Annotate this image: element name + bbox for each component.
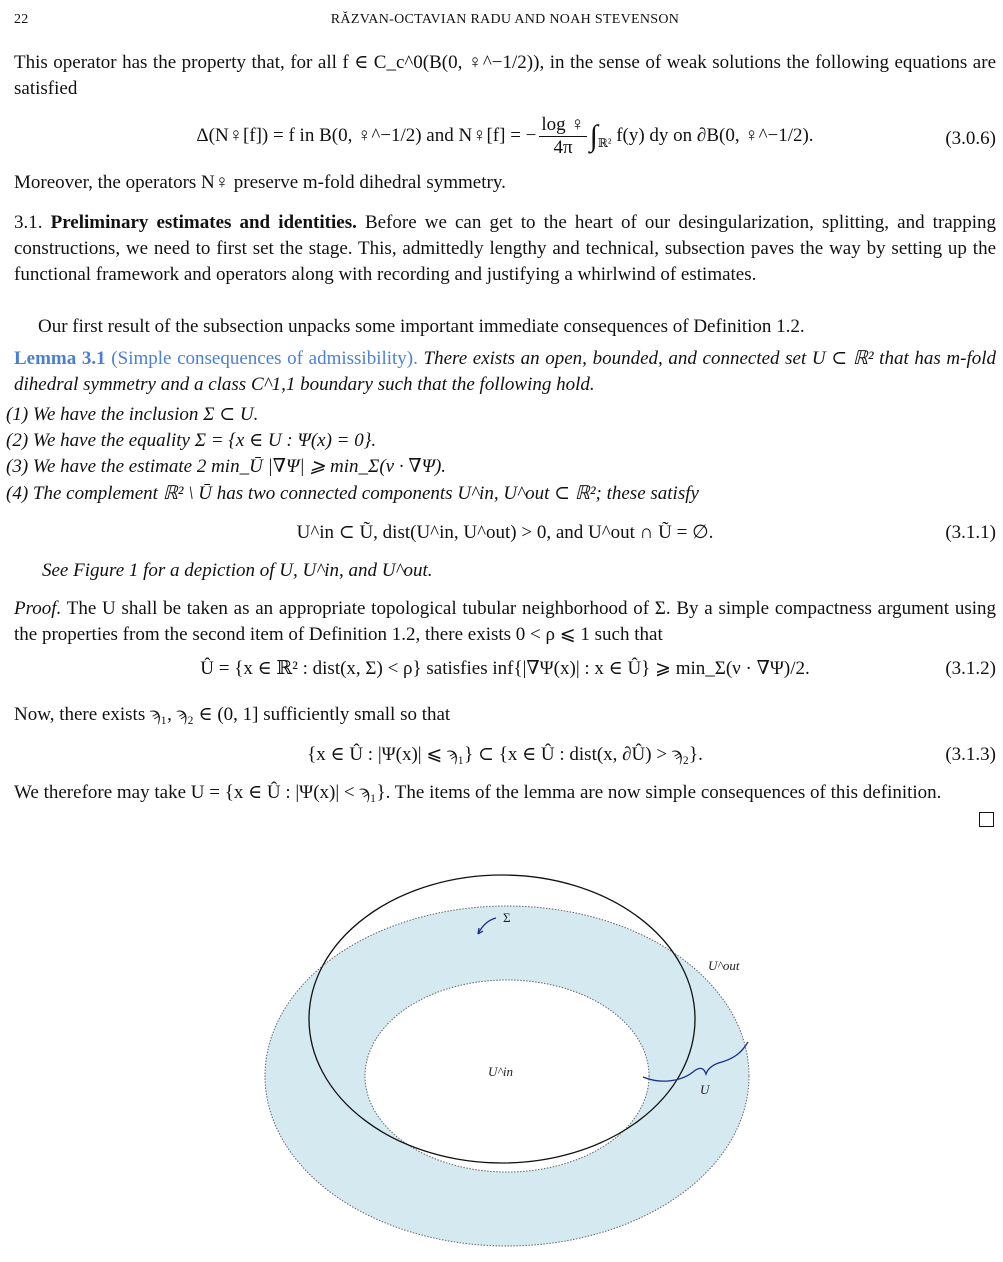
integral-sign: ∫	[589, 119, 598, 153]
proof-conclusion-text: We therefore may take U = {x ∈ Û : |Ψ(x)| < ϡ₁}. The items of the lemma are now simple consequences of this definition.	[14, 782, 942, 803]
eq311-body: U^in ⊂ Ũ, dist(U^in, U^out) > 0, and U^out ∩ Ũ = ∅.	[296, 522, 714, 543]
eq306-frac-num: log ♀	[541, 114, 585, 135]
paragraph-first-result: Our first result of the subsection unpacks some important immediate consequences of Definition 1.2.	[38, 316, 805, 337]
lemma-statement: There exists an open, bounded, and connected set U ⊂ ℝ² that has m-fold dihedral symmetry and a class C^1,1 boundary such that the following hold.	[14, 348, 997, 395]
page-number: 22	[14, 12, 29, 27]
lemma-item-2: (2) We have the equality Σ = {x ∈ U : Ψ(x) = 0}.	[6, 430, 377, 451]
eq306-frac-den: 4π	[553, 137, 573, 158]
lemma-see-figure: See Figure 1 for a depiction of U, U^in, and U^out.	[42, 560, 433, 581]
lemma-item-1: (1) We have the inclusion Σ ⊂ U.	[6, 404, 259, 425]
label-u-in: U^in	[488, 1064, 513, 1079]
label-u-out: U^out	[708, 958, 740, 973]
paragraph-now-there-exists: Now, there exists ϡ₁, ϡ₂ ∈ (0, 1] sufficiently small so that	[14, 704, 451, 725]
eq306-int-sub: ℝ²	[597, 135, 612, 150]
section-title: Preliminary estimates and identities.	[50, 212, 357, 233]
eq313-tag: (3.1.3)	[945, 744, 996, 765]
eq313-body: {x ∈ Û : |Ψ(x)| ⩽ ϡ₁} ⊂ {x ∈ Û : dist(x, ∂Û) > ϡ₂}.	[307, 744, 703, 765]
eq306-rhs: f(y) dy on ∂B(0, ♀^−1/2).	[616, 124, 814, 146]
paragraph-dihedral: Moreover, the operators N♀ preserve m-fold dihedral symmetry.	[14, 172, 506, 193]
eq306-tag: (3.0.6)	[945, 128, 996, 149]
running-title: RĂZVAN-OCTAVIAN RADU AND NOAH STEVENSON	[330, 12, 680, 27]
lemma-item-3: (3) We have the estimate 2 min_Ū |∇Ψ| ⩾ min_Σ(ν · ∇Ψ).	[6, 456, 447, 477]
lemma-item-4: (4) The complement ℝ² \ Ū has two connected components U^in, U^out ⊂ ℝ²; these satisfy	[6, 483, 699, 504]
proof-text: The U shall be taken as an appropriate topological tubular neighborhood of Σ. By a simple compactness argument using the properties from the second item of Definition 1.2, there exists 0 < ρ ⩽ 1 such that	[14, 598, 996, 645]
eq312-tag: (3.1.2)	[945, 658, 996, 679]
eq306-lhs: Δ(N♀[f]) = f in B(0, ♀^−1/2) and N♀[f] = −	[196, 124, 537, 146]
eq311-tag: (3.1.1)	[945, 522, 996, 543]
lemma-label[interactable]: Lemma 3.1	[14, 348, 106, 369]
lemma-name: (Simple consequences of admissibility).	[111, 348, 418, 369]
proof-label: Proof.	[14, 598, 62, 619]
paragraph-operator-property: This operator has the property that, for all f ∈ C_c^0(B(0, ♀^−1/2)), in the sense of weak solutions the following equations are satisfied	[14, 52, 996, 99]
eq312-body: Û = {x ∈ ℝ² : dist(x, Σ) < ρ} satisfies inf{|∇Ψ(x)| : x ∈ Û} ⩾ min_Σ(ν · ∇Ψ)/2.	[200, 658, 810, 679]
section-number: 3.1.	[14, 212, 43, 233]
section-text: Before we can get to the heart of our desingularization, splitting, and trapping constructions, we need to first set the stage. This, admittedly lengthy and technical, subsection paves the way by setting up the functional framework and operators along with recording and justifying a whirlwind of estimates.	[14, 212, 996, 285]
label-u: U	[700, 1082, 710, 1097]
label-sigma: Σ	[503, 910, 511, 925]
